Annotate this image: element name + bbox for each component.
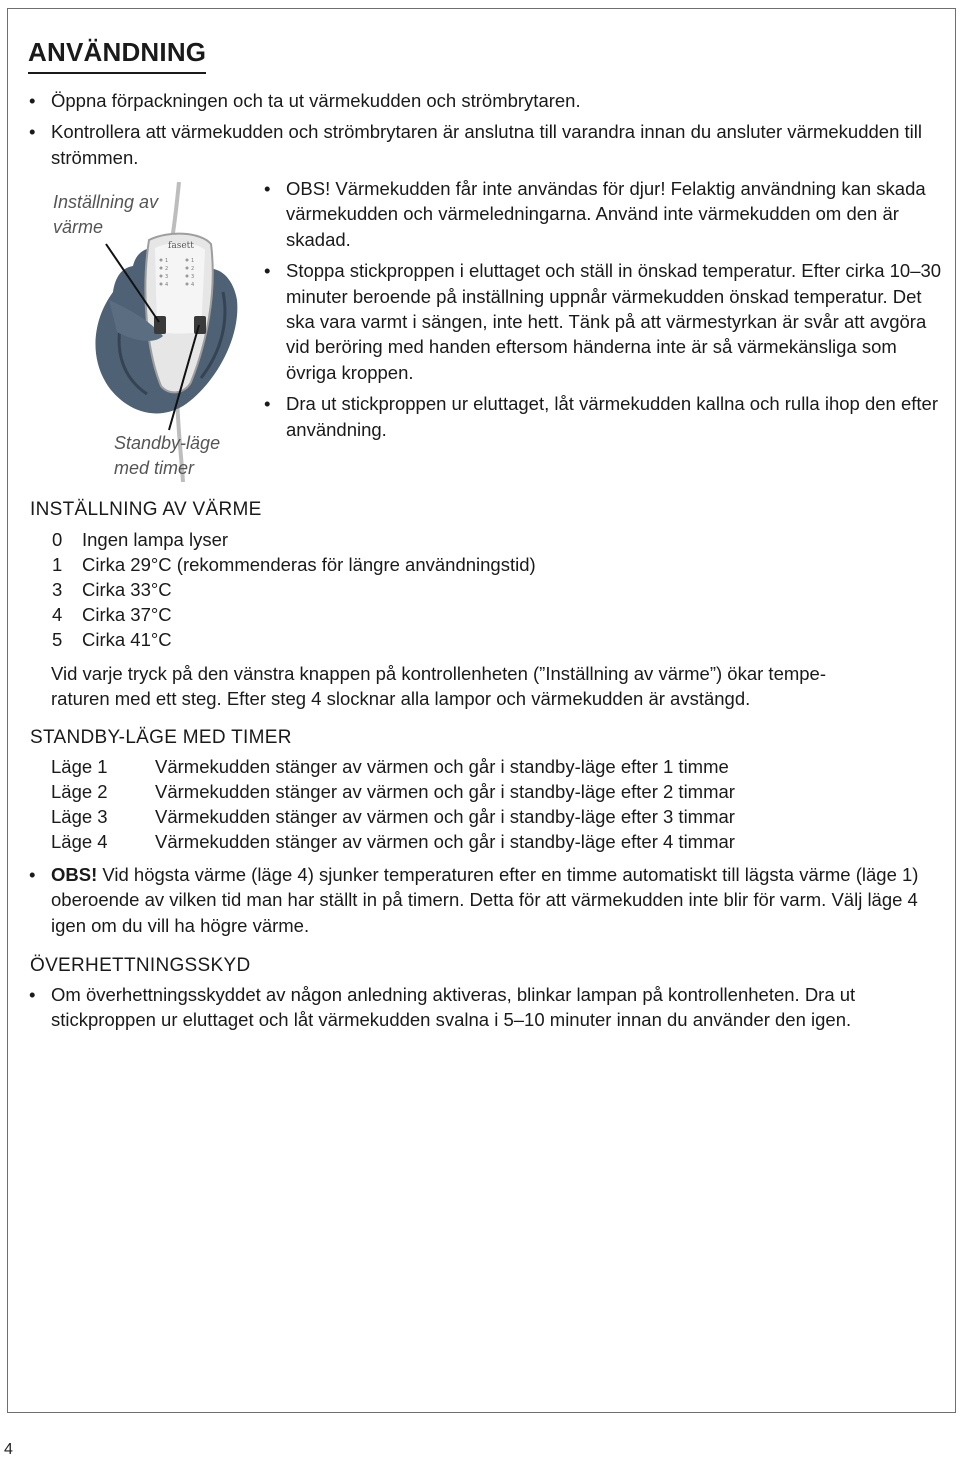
table-row: 1 Cirka 29°C (rekommenderas för längre användningstid) xyxy=(52,554,536,575)
list-item: • Om överhettningsskyddet av någon anledning aktiveras, blinkar lampan på kontrollenheten. Dra ut stickproppen ur eluttaget och låt värmekudden svalna i 5–10 minuter innan du använder den igen. xyxy=(51,982,931,1033)
led-label: 2 xyxy=(165,266,169,272)
heading-heat-setting: INSTÄLLNING AV VÄRME xyxy=(30,499,262,520)
list-item: • Stoppa stickproppen i eluttaget och ställ in önskad temperatur. Efter cirka 10–30 minuter beroende på inställning uppnår värmekudden önskad temperatur. Det ska vara varmt i sängen, inte hett. Tänk på att värmestyrkan är svår att avgöra vid beröring med handen eftersom händerna inte är så värmekänsliga som övriga kroppen. xyxy=(286,258,946,385)
table-row: 3 Cirka 33°C xyxy=(52,579,172,600)
table-row: Läge 2 Värmekudden stänger av värmen och går i standby-läge efter 2 timmar xyxy=(51,781,735,802)
list-item xyxy=(51,862,931,938)
page-title: ANVÄNDNING xyxy=(28,37,207,67)
obs-label: OBS! xyxy=(51,864,98,885)
table-row: Läge 1 Värmekudden stänger av värmen och går i standby-läge efter 1 timme xyxy=(51,756,729,777)
led-label: 3 xyxy=(165,274,169,280)
led-label: 4 xyxy=(191,282,195,288)
brand-text: fasett xyxy=(168,241,194,251)
overheat-list xyxy=(51,982,931,1033)
table-row: Läge 4 Värmekudden stänger av värmen och går i standby-läge efter 4 timmar xyxy=(51,831,735,852)
led-label: 3 xyxy=(191,274,195,280)
title-underline xyxy=(28,72,206,74)
list-item: • OBS! Värmekudden får inte användas för djur! Felaktig användning kan skada värmekudden och värmeledningarna. Använd inte värmekudden om den är skadad. xyxy=(286,176,946,252)
led-label: 1 xyxy=(191,258,195,264)
intro-list xyxy=(51,88,931,176)
list-item: • Öppna förpackningen och ta ut värmekudden och strömbrytaren. xyxy=(51,88,931,113)
heat-settings-table xyxy=(49,527,536,652)
heat-note-line1: Vid varje tryck på den vänstra knappen på kontrollenheten (”Inställning av värme”) ökar tempe- xyxy=(51,663,827,684)
list-item: • Dra ut stickproppen ur eluttaget, låt värmekudden kallna och rulla ihop den efter användning. xyxy=(286,391,946,442)
obs-text: Vid högsta värme (läge 4) sjunker temperaturen efter en timme automatiskt till lägsta värme (läge 1) oberoende av vilken tid man har ställt in på timern. Detta för att värmekudden inte blir för varm. Välj läge 4 igen om du vill ha högre värme. xyxy=(51,864,919,936)
led-label: 1 xyxy=(165,258,169,264)
table-row: 0 Ingen lampa lyser xyxy=(52,529,229,550)
table-row: Läge 3 Värmekudden stänger av värmen och går i standby-läge efter 3 timmar xyxy=(51,806,735,827)
heading-overheat: ÖVERHETTNINGSSKYD xyxy=(30,955,251,976)
led-label: 2 xyxy=(191,266,195,272)
page-number: 4 xyxy=(4,1441,13,1458)
heading-standby: STANDBY-LÄGE MED TIMER xyxy=(30,727,292,748)
controller-photo xyxy=(51,182,247,482)
usage-list xyxy=(286,176,946,448)
obs-list xyxy=(51,862,931,938)
table-row: 4 Cirka 37°C xyxy=(52,604,172,625)
led-label: 4 xyxy=(165,282,169,288)
standby-modes-table xyxy=(51,754,735,854)
label-heat-setting: Inställning av värme xyxy=(53,192,159,237)
label-standby-timer: Standby-läge med timer xyxy=(114,433,221,478)
heat-note-line2: raturen med ett steg. Efter steg 4 slocknar alla lampor och värmekudden är avstängd. xyxy=(51,688,751,709)
list-item: • Kontrollera att värmekudden och strömbrytaren är anslutna till varandra innan du ansluter värmekudden till strömmen. xyxy=(51,119,931,170)
table-row: 5 Cirka 41°C xyxy=(52,629,172,650)
